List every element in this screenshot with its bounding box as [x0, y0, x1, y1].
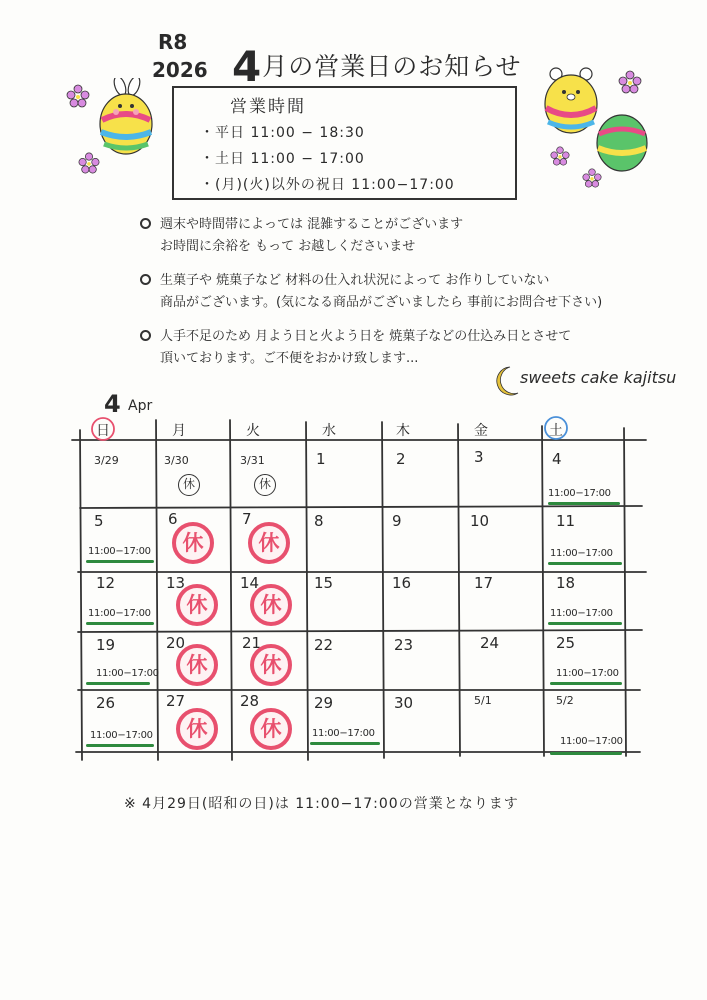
date-cell: 28: [240, 692, 260, 710]
closed-mark: 休: [176, 644, 218, 686]
date-cell: 20: [166, 634, 186, 652]
title-month-number: 4: [232, 42, 263, 91]
date-cell: 18: [556, 574, 576, 592]
open-hours-underline: [86, 682, 150, 685]
open-hours-underline: [548, 502, 620, 505]
title-text: 月の営業日のお知らせ: [262, 52, 522, 81]
closed-mark: 休: [250, 644, 292, 686]
date-cell: 1: [316, 450, 326, 468]
business-hours-title: 営業時間: [230, 97, 306, 117]
shop-name: sweets cake kajitsu: [520, 368, 677, 387]
era-label: R8: [158, 30, 188, 54]
open-hours-tag: 11:00−17:00: [88, 608, 151, 619]
date-cell: 11: [556, 512, 576, 530]
date-cell: 14: [240, 574, 260, 592]
weekday-hours: ・平日 11:00 − 18:30: [200, 125, 365, 141]
date-cell: 7: [242, 510, 252, 528]
open-hours-tag: 11:00−17:00: [548, 488, 611, 499]
date-cell: 15: [314, 574, 334, 592]
date-cell: 10: [470, 512, 490, 530]
notice-item: 生菓子や 焼菓子など 材料の仕入れ状況によって お作りしていない 商品がございます。(気になる商品がございましたら 事前にお問合せ下さい): [140, 270, 680, 314]
closed-mark: 休: [176, 708, 218, 750]
open-hours-tag: 11:00−17:00: [312, 728, 375, 739]
open-hours-tag: 11:00−17:00: [88, 546, 151, 557]
date-cell: 3/29: [94, 454, 119, 467]
date-cell: 21: [242, 634, 262, 652]
date-cell: 9: [392, 512, 402, 530]
date-cell: 26: [96, 694, 116, 712]
closed-mark: 休: [172, 522, 214, 564]
open-hours-underline: [548, 622, 622, 625]
date-cell: 13: [166, 574, 186, 592]
date-cell: 3/31: [240, 454, 265, 467]
day-header-fri: 金: [474, 423, 488, 439]
open-hours-underline: [86, 622, 154, 625]
date-cell: 17: [474, 574, 494, 592]
calendar-month-en: Apr: [128, 398, 153, 414]
open-hours-underline: [550, 682, 622, 685]
date-cell: 19: [96, 636, 116, 654]
open-hours-tag: 11:00−17:00: [560, 736, 623, 747]
notice-item: 人手不足のため 月よう日と火よう日を 焼菓子などの仕込み日とさせて 頂いております。ご不便をおかけ致します...: [140, 326, 680, 370]
open-hours-underline: [86, 744, 154, 747]
closed-mark: 休: [250, 708, 292, 750]
date-cell: 5: [94, 512, 104, 530]
date-cell: 24: [480, 634, 500, 652]
open-hours-tag: 11:00−17:00: [90, 730, 153, 741]
open-hours-tag: 11:00−17:00: [550, 548, 613, 559]
day-header-tue: 火: [246, 423, 260, 439]
date-cell: 3/30: [164, 454, 189, 467]
open-hours-underline: [310, 742, 380, 745]
weekend-hours: ・土日 11:00 − 17:00: [200, 151, 365, 167]
notice-item: 週末や時間帯によっては 混雑することがございます お時間に余裕を もって お越しくださいませ: [140, 214, 680, 258]
date-cell: 5/1: [474, 694, 492, 707]
day-header-mon: 月: [172, 423, 186, 439]
calendar-month-number: 4: [104, 390, 121, 418]
date-cell: 25: [556, 634, 576, 652]
closed-mark: 休: [250, 584, 292, 626]
open-hours-tag: 11:00−17:00: [96, 668, 159, 679]
closed-mark: 休: [176, 584, 218, 626]
date-cell: 22: [314, 636, 334, 654]
day-header-thu: 木: [396, 423, 410, 439]
closed-mark: 休: [248, 522, 290, 564]
closed-mark: 休: [178, 474, 200, 496]
date-cell: 12: [96, 574, 116, 592]
date-cell: 6: [168, 510, 178, 528]
date-cell: 30: [394, 694, 414, 712]
open-hours-underline: [550, 752, 622, 755]
date-cell: 3: [474, 448, 484, 466]
date-cell: 5/2: [556, 694, 574, 707]
open-hours-underline: [86, 560, 154, 563]
closed-mark: 休: [254, 474, 276, 496]
open-hours-tag: 11:00−17:00: [556, 668, 619, 679]
date-cell: 29: [314, 694, 334, 712]
date-cell: 2: [396, 450, 406, 468]
year-label: 2026: [152, 58, 208, 82]
holiday-hours: ・(月)(火)以外の祝日 11:00−17:00: [200, 177, 455, 193]
day-header-sun: 日: [96, 423, 110, 439]
open-hours-underline: [548, 562, 622, 565]
date-cell: 23: [394, 636, 414, 654]
date-cell: 16: [392, 574, 412, 592]
date-cell: 8: [314, 512, 324, 530]
open-hours-tag: 11:00−17:00: [550, 608, 613, 619]
day-header-wed: 水: [322, 423, 336, 439]
footnote: ※ 4月29日(昭和の日)は 11:00−17:00の営業となります: [124, 796, 519, 812]
date-cell: 4: [552, 450, 562, 468]
day-header-sat: 土: [549, 423, 563, 439]
date-cell: 27: [166, 692, 186, 710]
